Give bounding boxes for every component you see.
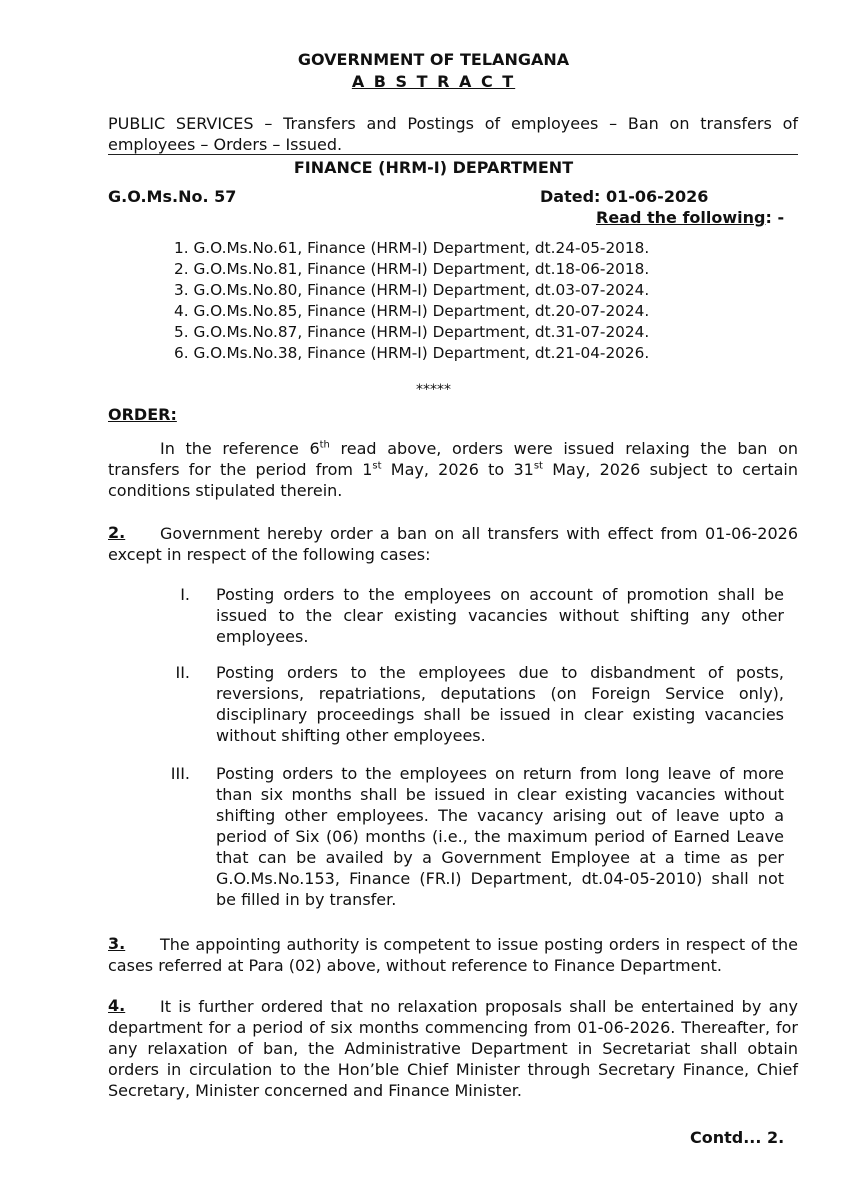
read-following: [596, 208, 784, 227]
para1-text-d: May, 2026 subject to certain conditions stipulated therein.: [108, 460, 799, 500]
para1-sup-3: st: [533, 460, 543, 472]
para1-text-a: In the reference 6: [160, 439, 320, 458]
go-number: G.O.Ms.No. 57: [108, 187, 237, 206]
para2-text: Government hereby order a ban on all transfers with effect from 01-06-2026 except in respect of the following cases:: [108, 524, 798, 564]
read-following-suffix: : -: [765, 208, 785, 227]
para1-sup-2: st: [372, 460, 382, 472]
para3-number-text: 3.: [108, 934, 126, 953]
paragraph-3: [108, 934, 798, 976]
reference-1: 1. G.O.Ms.No.61, Finance (HRM-I) Department, dt.24-05-2018.: [174, 239, 650, 257]
case-1-number: I.: [180, 585, 190, 604]
reference-4: 4. G.O.Ms.No.85, Finance (HRM-I) Department, dt.20-07-2024.: [174, 302, 650, 320]
government-title: GOVERNMENT OF TELANGANA: [297, 50, 570, 69]
para1-text-b: read above, orders were issued relaxing the ban on transfers for the period from 1: [108, 439, 798, 479]
case-1-text: Posting orders to the employees on account of promotion shall be issued to the clear existing vacancies without shifting any other employees.: [216, 585, 784, 646]
separator: *****: [416, 382, 451, 398]
order-heading-text: ORDER:: [108, 405, 177, 424]
abstract-heading: [0, 72, 867, 91]
department-title: FINANCE (HRM-I) DEPARTMENT: [293, 158, 574, 177]
read-following-label: Read the following: [596, 208, 766, 227]
case-2-text: Posting orders to the employees due to disbandment of posts, reversions, repatriations, deputations (on Foreign Service only), disciplinary proceedings shall be issued in clear existing vacancies without shifting other employees.: [216, 663, 784, 745]
continued-note: Contd... 2.: [690, 1128, 785, 1147]
reference-6: 6. G.O.Ms.No.38, Finance (HRM-I) Department, dt.21-04-2026.: [174, 344, 650, 362]
reference-2: 2. G.O.Ms.No.81, Finance (HRM-I) Department, dt.18-06-2018.: [174, 260, 650, 278]
para1-text-c: May, 2026 to 31: [381, 460, 534, 479]
case-3-text: Posting orders to the employees on return from long leave of more than six months shall be issued in clear existing vacancies without shifting other employees. The vacancy arising out of leave upto a period of Six (06) months (i.e., the maximum period of Earned Leave that can be availed by a Government Employee at a time as per G.O.Ms.No.153, Finance (FR.I) Department, dt.04-05-2010) shall not be filled in by transfer.: [216, 764, 784, 909]
para4-number-text: 4.: [108, 996, 126, 1015]
para2-number-text: 2.: [108, 523, 126, 542]
paragraph-4: [108, 996, 798, 1101]
dated: Dated: 01-06-2026: [540, 187, 709, 206]
paragraph-1: [108, 438, 798, 501]
para3-text: The appointing authority is competent to issue posting orders in respect of the cases referred at Para (02) above, without reference to Finance Department.: [108, 935, 798, 975]
para1-sup-1: th: [319, 439, 330, 451]
order-heading: [108, 405, 177, 424]
reference-5: 5. G.O.Ms.No.87, Finance (HRM-I) Department, dt.31-07-2024.: [174, 323, 650, 341]
para4-text: It is further ordered that no relaxation proposals shall be entertained by any department for a period of six months commencing from 01-06-2026. Thereafter, for any relaxation of ban, the Administrative Department in Secretariat shall obtain orders in circulation to the Hon’ble Chief Minister through Secretary Finance, Chief Secretary, Minister concerned and Finance Minister.: [108, 997, 798, 1100]
case-3-number: III.: [170, 764, 190, 783]
abstract-text: A B S T R A C T: [351, 72, 516, 91]
subject-line: PUBLIC SERVICES – Transfers and Postings of employees – Ban on transfers of employees – Orders – Issued.: [108, 114, 798, 154]
divider: [108, 154, 798, 155]
case-2-number: II.: [175, 663, 190, 682]
paragraph-2: [108, 523, 798, 565]
reference-3: 3. G.O.Ms.No.80, Finance (HRM-I) Department, dt.03-07-2024.: [174, 281, 650, 299]
